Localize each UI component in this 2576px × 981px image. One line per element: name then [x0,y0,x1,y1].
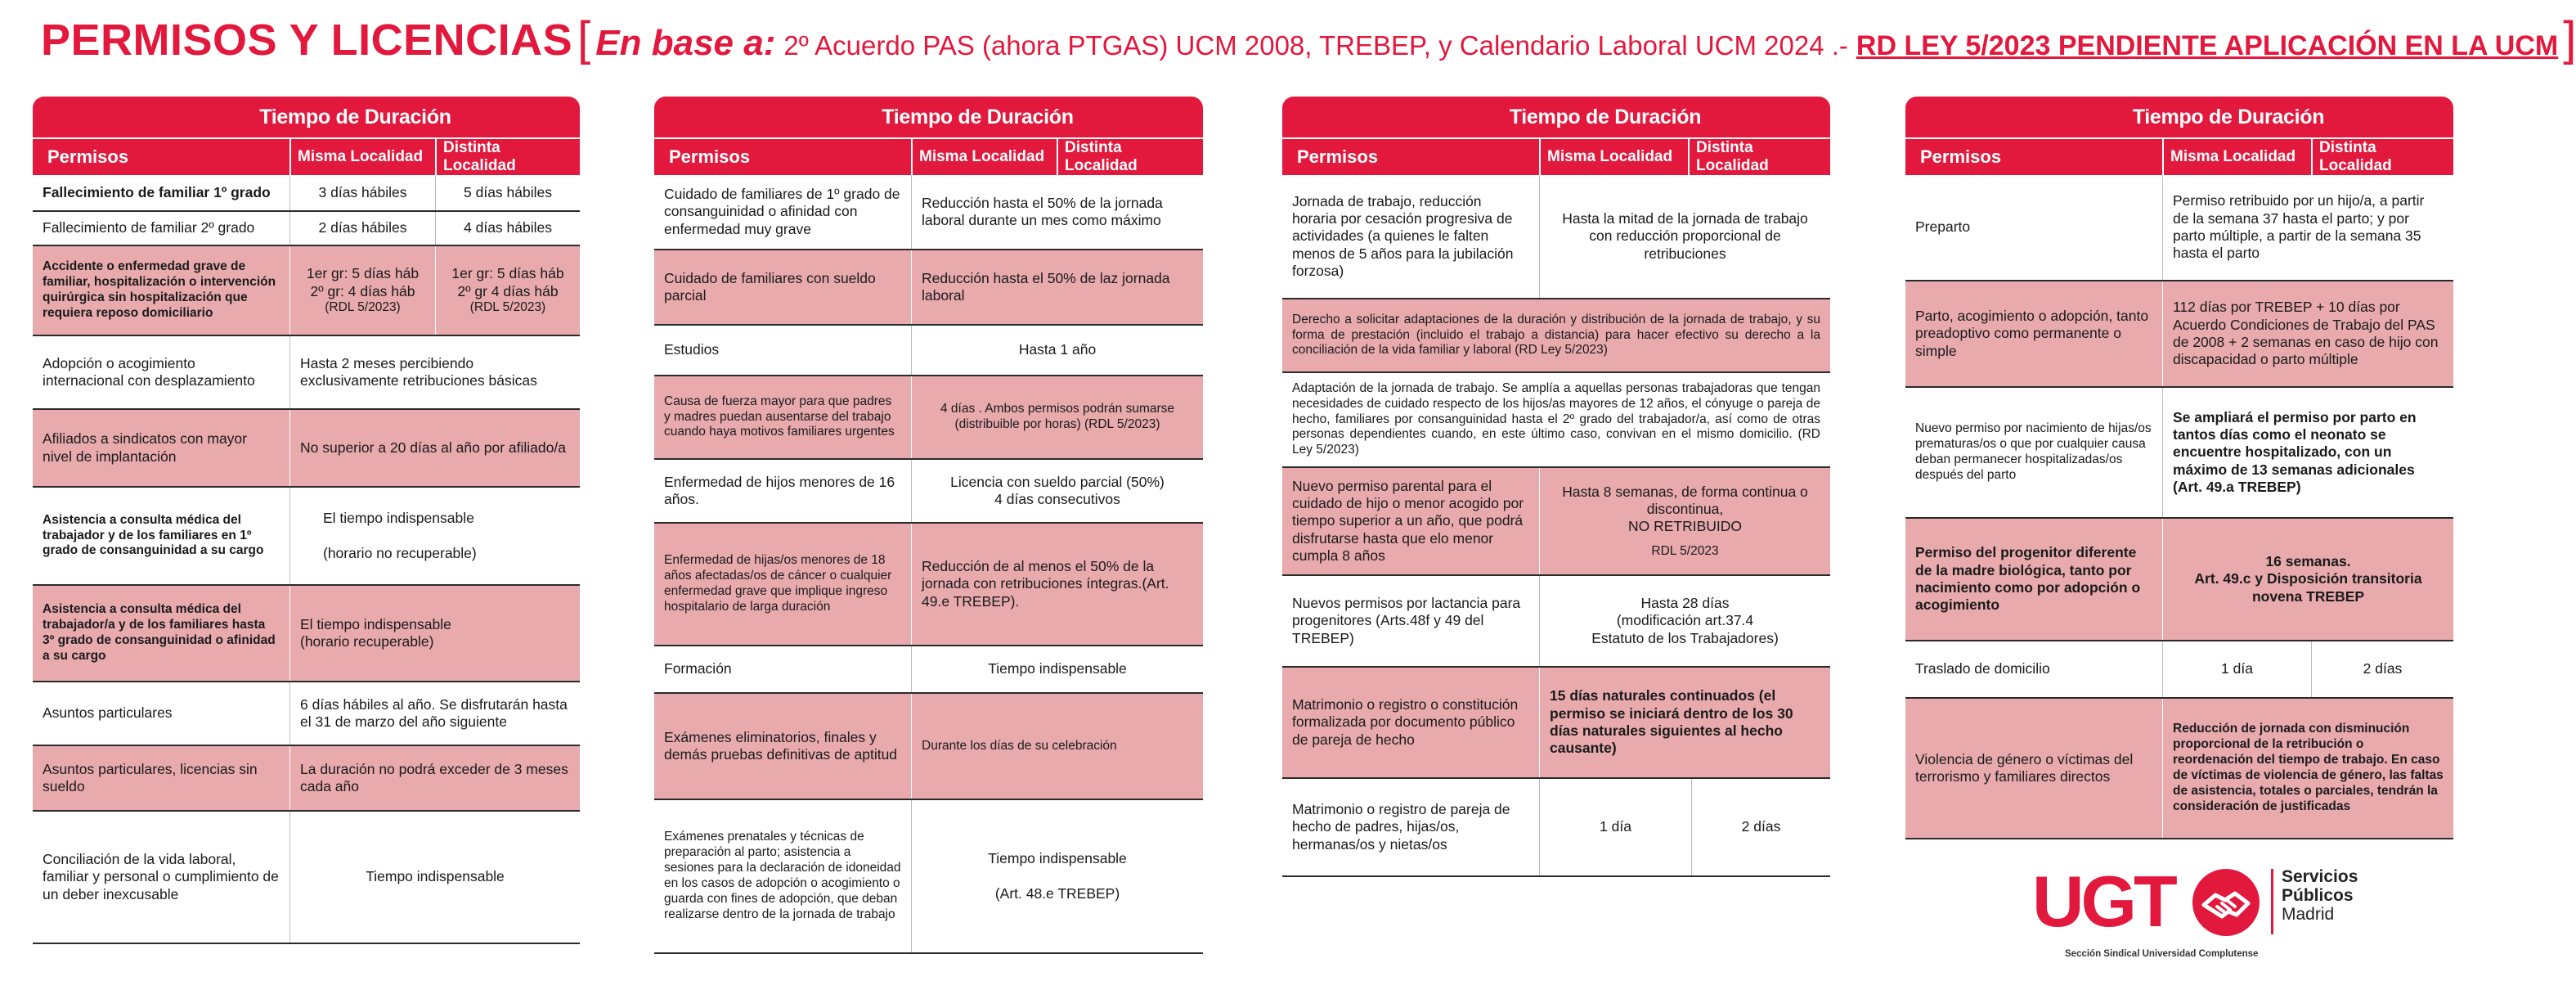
table-row: Matrimonio o registro de pareja de hecho de padres, hijas/os, hermanas/os y nietas/os 1 día 2 días [1282,779,1830,877]
table-row: Asistencia a consulta médica del trabajador/a y de los familiares hasta 3º grado de consanguinidad o afinidad a su cargo El tiempo indispensable (horario recuperable) [33,586,580,682]
permits-table-1 [33,97,580,944]
table-row: Matrimonio o registro o constitución formalizada por documento público de pareja de hecho 15 días naturales continuados (el permiso se iniciará dentro de los 30 días naturales siguientes al hecho causante) [1282,668,1830,779]
handshake-icon [2192,869,2260,936]
table-row: Fallecimiento de familiar 1º grado 3 días hábiles 5 días hábiles [33,175,580,212]
table-row: Causa de fuerza mayor para que padres y madres puedan ausentarse del trabajo cuando haya motivos familiares urgentes 4 días . Ambos permisos podrán sumarse (distribuible por horas) (RDL 5/2023) [654,376,1203,460]
rd-ley-notice: RD LEY 5/2023 PENDIENTE APLICACIÓN EN LA UCM [1856,30,2559,61]
table-row: Adaptación de la jornada de trabajo. Se amplía a aquellas personas trabajadoras que tengan necesidades de cuidado respecto de los hijos/as mayores de 12 años, el cónyuge o pareja de hecho, familiares por consanguinidad hasta el 2º grado del trabajador/a, así como de otras personas dependientes cuando, en este último caso, convivan en el mismo domicilio. (RD Ley 5/2023) [1282,373,1830,468]
table-row: Derecho a solicitar adaptaciones de la duración y distribución de la jornada de trabajo, y su forma de prestación (incluido el trabajo a distancia) para hacer efectivo su derecho a la conciliación de la vida familiar y laboral (RD Ley 5/2023) [1282,299,1830,373]
duration-heading: Tiempo de Duración [2132,105,2325,128]
permisos-heading: Permisos [1920,146,2002,167]
table-header [1905,97,2453,175]
table-row: Asuntos particulares 6 días hábiles al año. Se disfrutarán hasta el 31 de marzo del año siguiente [33,682,580,746]
table-row: Violencia de género o víctimas del terrorismo y familiares directos Reducción de jornada con disminución proporcional de la retribución o reordenación del tiempo de trabajo. En caso de víctimas de violencia de género, las faltas de asistencia, totales o parciales, tendrán la consideración de justificadas [1905,699,2453,839]
table-row: Adopción o acogimiento internacional con desplazamiento Hasta 2 meses percibiendo exclusivamente retribuciones básicas [33,336,580,410]
table-row: Jornada de trabajo, reducción horaria por cesación progresiva de actividades (a quienes le falten menos de 5 años para la jubilación forzosa) Hasta la mitad de la jornada de trabajo con reducción proporcional de retribuciones [1282,175,1830,299]
duration-heading: Tiempo de Duración [882,105,1074,128]
table-header [654,97,1203,175]
misma-heading: Misma Localidad [2162,139,2311,175]
table-row: Nuevos permisos por lactancia para progenitores (Arts.48f y 49 del TREBEP) Hasta 28 días (modificación art.37.4 Estatuto de los Trabajadores) [1282,576,1830,668]
logo-divider [2271,869,2273,934]
table-row: Cuidado de familiares con sueldo parcial Reducción hasta el 50% de laz jornada laboral [654,250,1203,326]
section-caption: Sección Sindical Universidad Complutense [2065,949,2259,959]
table-header [33,97,580,175]
base-text: 2º Acuerdo PAS (ahora PTGAS) UCM 2008, TREBEP, y Calendario Laboral UCM 2024 .- [783,30,1848,61]
table-row: Asistencia a consulta médica del trabajador y de los familiares en 1º grado de consanguinidad a su cargo El tiempo indispensable (horario no recuperable) [33,488,580,586]
table-row: Fallecimiento de familiar 2º grado 2 días hábiles 4 días hábiles [33,212,580,246]
duration-heading: Tiempo de Duración [1509,105,1702,128]
distinta-heading: Distinta Localidad [1688,139,1830,175]
logo-text: Servicios Públicos Madrid [2282,867,2358,925]
table-row: Nuevo permiso parental para el cuidado de hijo o menor acogido por tiempo superior a un año, que podrá disfrutarse hasta que elo menor cumpla 8 años Hasta 8 semanas, de forma continua o discontinua, NO RETRIBUIDO RDL 5/2023 [1282,468,1830,576]
table-row: Traslado de domicilio 1 día 2 días [1905,641,2453,699]
misma-heading: Misma Localidad [911,139,1057,175]
permisos-heading: Permisos [669,146,751,167]
table-row: Exámenes eliminatorios, finales y demás pruebas definitivas de aptitud Durante los días de su celebración [654,694,1203,800]
permits-table-3 [1282,97,1830,877]
permits-table-4 [1905,97,2453,839]
table-row: Asuntos particulares, licencias sin sueldo La duración no podrá exceder de 3 meses cada año [33,746,580,812]
permits-table-2 [654,97,1203,954]
permisos-heading: Permisos [47,146,129,167]
bracket-open: [ [577,12,591,65]
document-title: PERMISOS Y LICENCIAS [41,16,573,65]
bracket-close: ] [2563,12,2576,65]
misma-heading: Misma Localidad [289,139,435,175]
table-header [1282,97,1830,175]
table-row: Accidente o enfermedad grave de familiar, hospitalización o intervención quirúrgica sin hospitalización que requiera reposo domiciliario 1er gr: 5 días háb 2º gr: 4 días háb (RDL 5/2023) 1er gr: 5 días háb 2º gr 4 días háb (RDL 5/2023) [33,246,580,336]
table-row: Preparto Permiso retribuido por un hijo/a, a partir de la semana 37 hasta el parto; y por parto múltiple, a partir de la semana 35 hasta el parto [1905,175,2453,281]
table-row: Enfermedad de hijos menores de 16 años. Licencia con sueldo parcial (50%) 4 días consecutivos [654,460,1203,524]
ugt-logo [2032,861,2376,972]
table-row: Exámenes prenatales y técnicas de preparación al parto; asistencia a sesiones para la declaración de idoneidad en los casos de adopción o acogimiento o guarda con fines de adopción, que deban realizarse dentro de la jornada de trabajo Tiempo indispensable (Art. 48.e TREBEP) [654,800,1203,954]
permisos-heading: Permisos [1297,146,1379,167]
table-row: Parto, acogimiento o adopción, tanto preadoptivo como permanente o simple 112 días por TREBEP + 10 días por Acuerdo Condiciones de Trabajo del PAS de 2008 + 2 semanas en caso de hijo con discapacidad o parto múltiple [1905,281,2453,388]
distinta-heading: Distinta Localidad [2311,139,2453,175]
table-row: Afiliados a sindicatos con mayor nivel de implantación No superior a 20 días al año por afiliado/a [33,410,580,488]
table-row: Enfermedad de hijas/os menores de 18 años afectadas/os de cáncer o cualquier enfermedad grave que implique ingreso hospitalario de larga duración Reducción de al menos el 50% de la jornada con retribuciones íntegras.(Art. 49.e TREBEP). [654,524,1203,646]
table-row: Estudios Hasta 1 año [654,326,1203,376]
table-row: Nuevo permiso por nacimiento de hijas/os prematuras/os o que por cualquier causa deban permanecer hospitalizadas/os después del parto Se ampliará el permiso por parto en tantos días como el neonato se encuentre hospitalizado, con un máximo de 13 semanas adicionales (Art. 49.a TREBEP) [1905,388,2453,519]
table-row: Cuidado de familiares de 1º grado de consanguinidad o afinidad con enfermedad muy grave Reducción hasta el 50% de la jornada laboral durante un mes como máximo [654,175,1203,250]
table-row: Formación Tiempo indispensable [654,646,1203,694]
misma-heading: Misma Localidad [1539,139,1688,175]
ugt-wordmark: UGT [2032,861,2174,942]
distinta-heading: Distinta Localidad [435,139,580,175]
document-header [41,11,2576,69]
duration-heading: Tiempo de Duración [259,105,451,128]
table-row: Conciliación de la vida laboral, familiar y personal o cumplimiento de un deber inexcusable Tiempo indispensable [33,812,580,944]
en-base-label: En base a: [595,23,776,63]
table-row: Permiso del progenitor diferente de la madre biológica, tanto por nacimiento como por adopción o acogimiento 16 semanas. Art. 49.c y Disposición transitoria novena TREBEP [1905,519,2453,641]
distinta-heading: Distinta Localidad [1057,139,1203,175]
